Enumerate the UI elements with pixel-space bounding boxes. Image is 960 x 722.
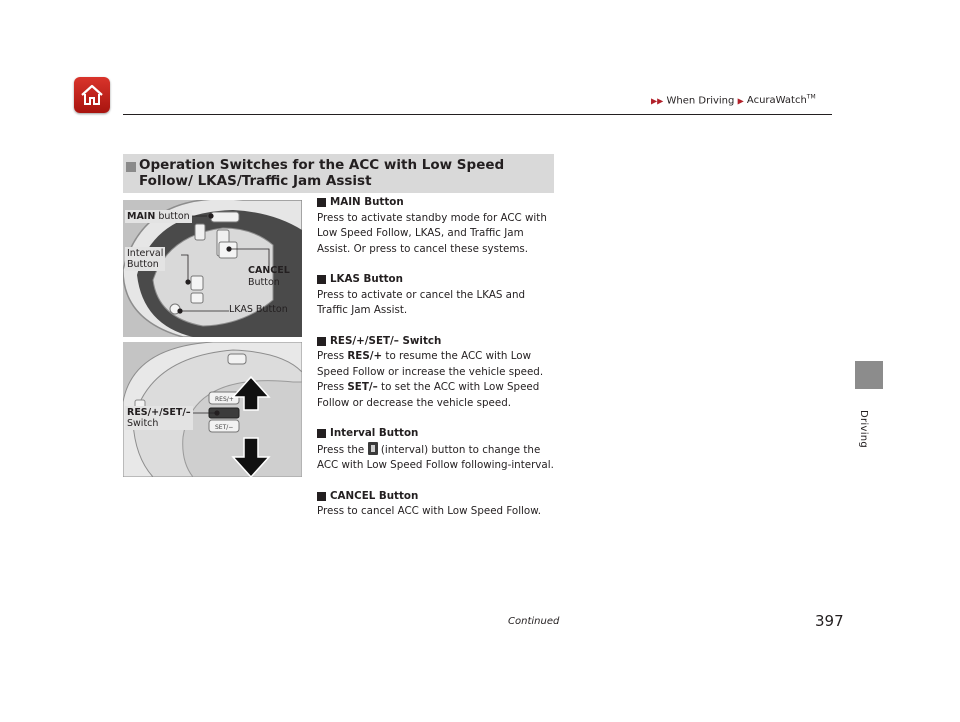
item-cancel-button bbox=[317, 489, 557, 520]
bullet-square-icon bbox=[317, 429, 326, 438]
item-res-set-switch bbox=[317, 334, 557, 412]
item-text-res bbox=[317, 349, 557, 411]
item-text-main: Press to activate standby mode for ACC with Low Speed Follow, LKAS, and Traffic Jam Assist. Or press to cancel these systems. bbox=[317, 211, 547, 255]
interval-callout-line2: Button bbox=[127, 259, 159, 270]
res-p2-key: SET/– bbox=[347, 381, 378, 393]
breadcrumb bbox=[651, 94, 816, 106]
bullet-square-icon bbox=[317, 198, 326, 207]
item-text-lkas: Press to activate or cancel the LKAS and Traffic Jam Assist. bbox=[317, 288, 526, 316]
breadcrumb-arrow-icon: ▶▶ bbox=[651, 96, 664, 106]
breadcrumb-acurawatch-label: AcuraWatch bbox=[746, 95, 807, 107]
item-title-interval: Interval Button bbox=[330, 427, 419, 439]
interval-button-callout bbox=[125, 247, 165, 271]
res-p1-pre: Press bbox=[317, 350, 348, 362]
cancel-button-callout-2 bbox=[248, 277, 280, 288]
item-interval-button bbox=[317, 426, 557, 474]
cancel-callout-line2: Button bbox=[248, 277, 280, 288]
item-title-lkas: LKAS Button bbox=[330, 273, 403, 285]
lkas-button-callout: LKAS Button bbox=[229, 304, 288, 315]
breadcrumb-link-when-driving[interactable]: When Driving bbox=[666, 95, 735, 107]
chapter-tab-label[interactable]: Driving bbox=[858, 410, 869, 449]
res-p2-pre: Press bbox=[317, 381, 348, 393]
item-main-button bbox=[317, 195, 557, 257]
breadcrumb-arrow-icon: ▶ bbox=[737, 96, 744, 106]
item-title-main: MAIN Button bbox=[330, 196, 404, 208]
page-number: 397 bbox=[815, 612, 844, 630]
item-heading bbox=[317, 195, 557, 211]
res-callout-line1: RES/+/SET/– bbox=[127, 407, 191, 418]
breadcrumb-link-acurawatch[interactable] bbox=[747, 95, 816, 106]
item-title-cancel: CANCEL Button bbox=[330, 489, 419, 502]
item-title-res: RES/+/SET/– Switch bbox=[330, 334, 442, 347]
chapter-tab-marker[interactable] bbox=[855, 361, 883, 389]
res-set-switch-callout bbox=[125, 406, 193, 430]
res-key-label: RES/+ bbox=[215, 396, 234, 403]
bullet-square-icon bbox=[317, 275, 326, 284]
section-bullet-icon bbox=[126, 162, 136, 172]
interval-post: (interval) button to change the ACC with Low Speed Follow following-interval. bbox=[317, 443, 554, 471]
item-heading bbox=[317, 272, 557, 288]
interval-pre: Press the bbox=[317, 443, 368, 456]
item-heading bbox=[317, 334, 557, 350]
item-text-cancel: Press to cancel ACC with Low Speed Follow. bbox=[317, 505, 541, 517]
section-header bbox=[123, 154, 554, 193]
home-icon bbox=[79, 82, 105, 108]
main-button-callout bbox=[125, 210, 192, 223]
continued-label: Continued bbox=[508, 616, 560, 627]
trademark-sup: TM bbox=[806, 94, 816, 101]
res-set-switch-figure bbox=[123, 342, 302, 477]
interval-callout-line1: Interval bbox=[127, 248, 164, 259]
item-heading bbox=[317, 426, 557, 442]
interval-icon bbox=[368, 442, 378, 455]
res-callout-line2: Switch bbox=[127, 418, 159, 429]
item-text-interval bbox=[317, 442, 557, 474]
bullet-square-icon bbox=[317, 492, 326, 501]
item-lkas-button bbox=[317, 272, 557, 319]
res-p2-post: to set the ACC with Low Speed Follow or decrease the vehicle speed. bbox=[317, 381, 540, 409]
steering-wheel-buttons-figure bbox=[123, 200, 302, 337]
res-p1-post: to resume the ACC with Low Speed Follow or increase the vehicle speed. bbox=[317, 350, 544, 378]
item-heading bbox=[317, 489, 557, 505]
res-p1-key: RES/+ bbox=[347, 350, 383, 362]
cancel-callout-line1: CANCEL bbox=[248, 265, 290, 276]
section-title: Operation Switches for the ACC with Low Speed Follow/ LKAS/Traffic Jam Assist bbox=[139, 157, 505, 189]
content-column bbox=[317, 195, 557, 535]
header-rule bbox=[123, 114, 832, 115]
home-button[interactable] bbox=[74, 77, 110, 113]
main-callout-bold: MAIN bbox=[127, 211, 156, 222]
main-callout-rest: button bbox=[155, 211, 190, 222]
set-key-label: SET/− bbox=[215, 424, 234, 431]
bullet-square-icon bbox=[317, 337, 326, 346]
cancel-button-callout bbox=[248, 265, 290, 276]
